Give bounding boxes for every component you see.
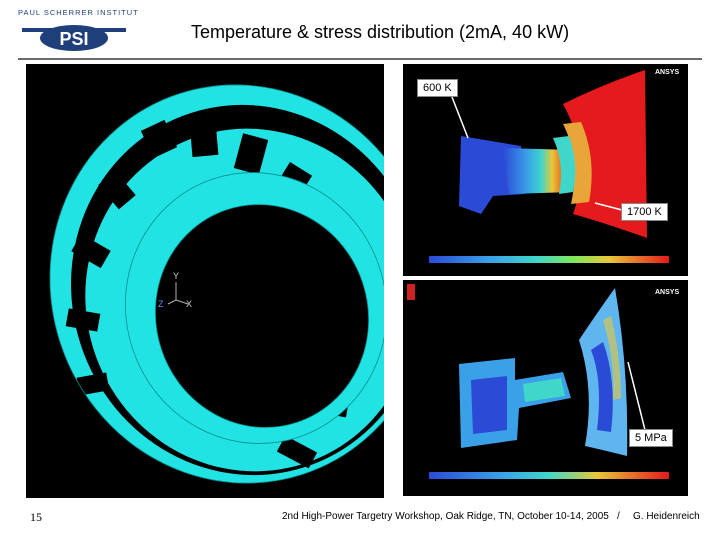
ring-mesh-graphic [26, 64, 384, 498]
psi-logo-mark [18, 8, 130, 52]
callout-stress: 5 MPa [629, 429, 673, 447]
axis-y-label: Y [173, 271, 180, 281]
callout-max-temp: 1700 K [621, 203, 668, 221]
slide-number: 15 [30, 510, 42, 524]
axis-x-label: X [186, 299, 193, 309]
slide-title: Temperature & stress distribution (2mA, 40 kW) [190, 22, 570, 42]
header-divider [18, 58, 702, 60]
logo-caption: PAUL SCHERRER INSTITUT [18, 8, 139, 17]
footer-separator: / [617, 511, 620, 522]
author-name: G. Heidenreich [633, 511, 700, 522]
psi-logo [18, 8, 139, 52]
mesh-view-panel [26, 64, 384, 498]
axis-z-label: Z [158, 299, 164, 309]
stress-contour-graphic [403, 280, 688, 496]
workshop-caption: 2nd High-Power Targetry Workshop, Oak Ridge, TN, October 10-14, 2005 [282, 511, 609, 522]
ansys-logo-top: ANSYS [655, 69, 680, 76]
ansys-logo-bottom: ANSYS [655, 289, 680, 296]
logo-mark-text: PSI [59, 29, 89, 49]
callout-min-temp: 600 K [417, 79, 458, 97]
stress-plot-panel [403, 280, 688, 496]
